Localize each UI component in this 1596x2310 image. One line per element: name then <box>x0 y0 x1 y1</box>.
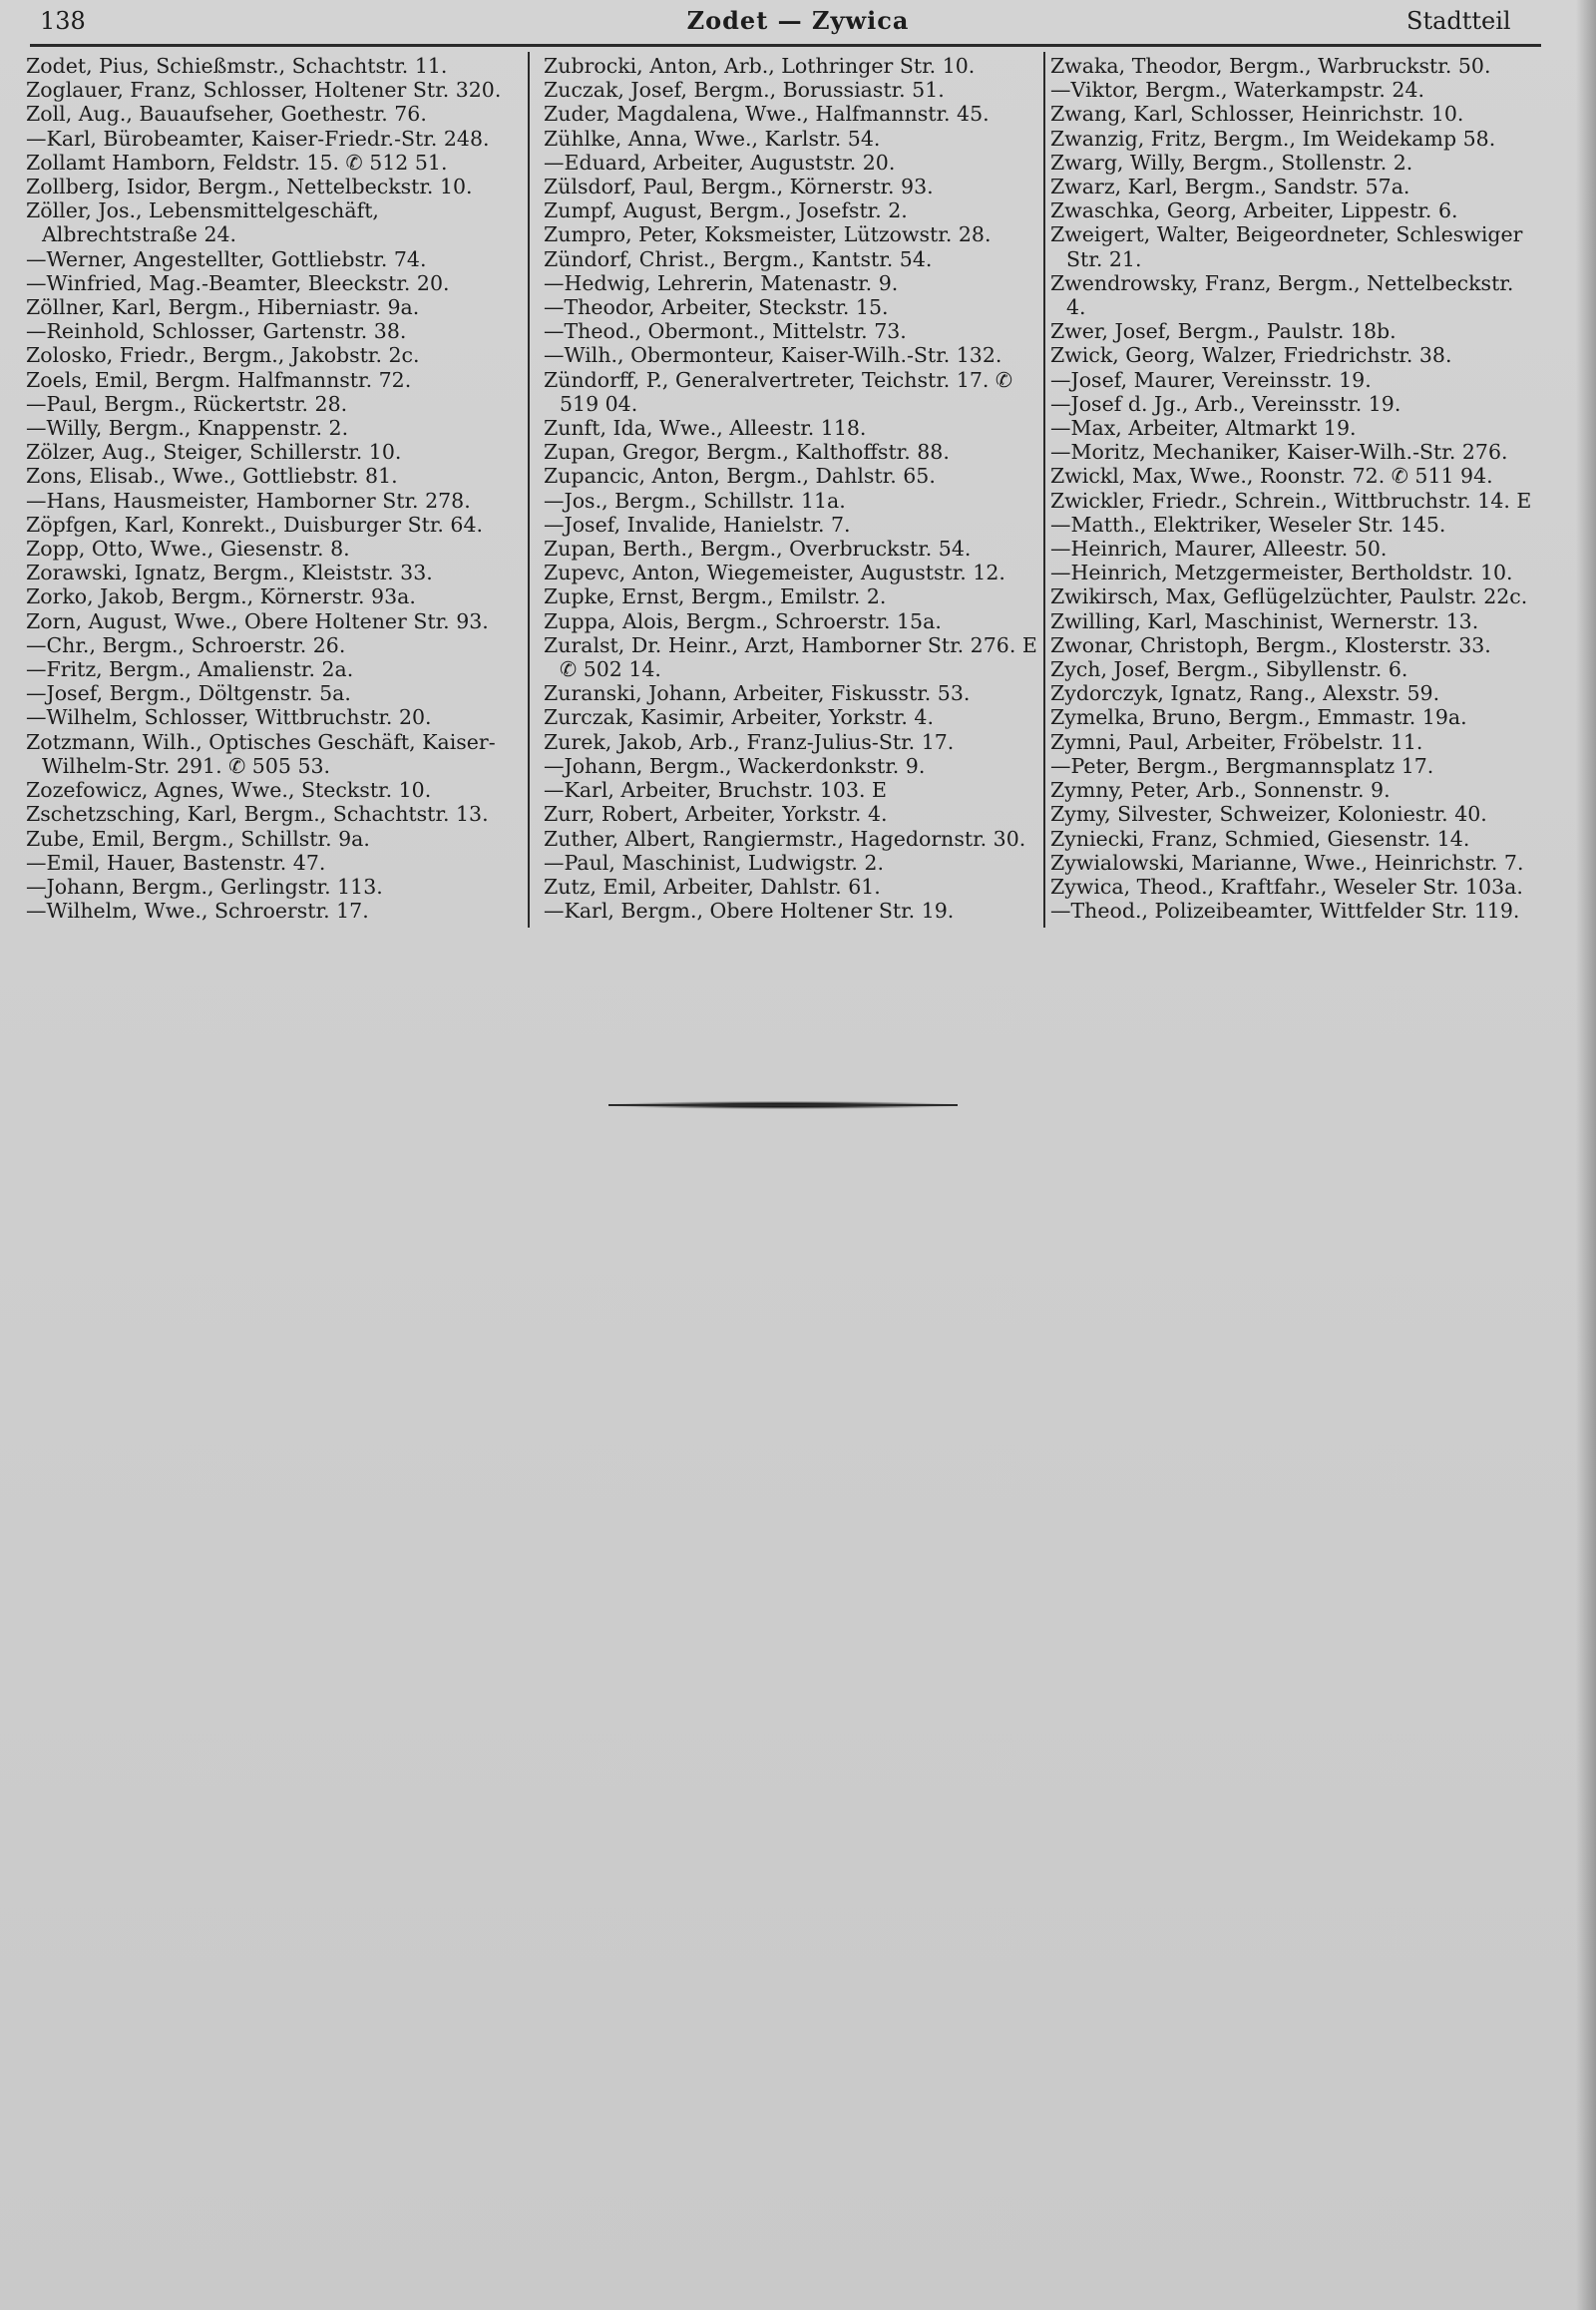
directory-entry: —Johann, Bergm., Wackerdonkstr. 9. <box>544 753 926 778</box>
header-rule <box>30 44 1541 47</box>
directory-entry: Zschetzsching, Karl, Bergm., Schachtstr. 13. <box>26 802 489 827</box>
directory-entry: Zuralst, Dr. Heinr., Arzt, Hamborner Str. 276. E ✆ 502 14. <box>544 632 1037 682</box>
directory-entry: Zwickl, Max, Wwe., Roonstr. 72. ✆ 511 94. <box>1050 464 1493 489</box>
directory-entry: —Peter, Bergm., Bergmannsplatz 17. <box>1050 753 1434 778</box>
directory-entry: Zuppa, Alois, Bergm., Schroerstr. 15a. <box>544 608 942 633</box>
directory-entry: Zoglauer, Franz, Schlosser, Holtener Str. 320. <box>26 78 502 103</box>
directory-entry: —Fritz, Bergm., Amalienstr. 2a. <box>26 657 354 682</box>
directory-entry: Zupan, Berth., Bergm., Overbruckstr. 54. <box>544 537 972 562</box>
directory-entry: Zorn, August, Wwe., Obere Holtener Str. 93. <box>26 608 489 633</box>
directory-entry: —Theod., Obermont., Mittelstr. 73. <box>544 319 907 344</box>
directory-entry: —Paul, Maschinist, Ludwigstr. 2. <box>544 850 884 875</box>
directory-entry: Zorko, Jakob, Bergm., Körnerstr. 93a. <box>26 584 416 609</box>
directory-entry: Zündorf, Christ., Bergm., Kantstr. 54. <box>544 246 933 271</box>
directory-entry: —Wilhelm, Schlosser, Wittbruchstr. 20. <box>26 705 432 730</box>
directory-entry: Zumpro, Peter, Koksmeister, Lützowstr. 28. <box>544 222 992 247</box>
directory-entry: —Wilhelm, Wwe., Schroerstr. 17. <box>26 899 369 924</box>
directory-entry: —Willy, Bergm., Knappenstr. 2. <box>26 416 349 441</box>
directory-entry: Zydorczyk, Ignatz, Rang., Alexstr. 59. <box>1050 681 1440 706</box>
directory-entry: —Reinhold, Schlosser, Gartenstr. 38. <box>26 319 407 344</box>
directory-entry: Zölzer, Aug., Steiger, Schillerstr. 10. <box>26 440 402 465</box>
directory-entry: Zupevc, Anton, Wiegemeister, Auguststr. 12. <box>544 561 1005 585</box>
directory-column-3 <box>1050 54 1539 923</box>
directory-entry: Zweigert, Walter, Beigeordneter, Schleswiger Str. 21. <box>1050 222 1523 271</box>
directory-entry: Zubrocki, Anton, Arb., Lothringer Str. 10. <box>544 54 976 78</box>
directory-entry: —Josef, Bergm., Döltgenstr. 5a. <box>26 681 351 706</box>
directory-entry: —Werner, Angestellter, Gottliebstr. 74. <box>26 246 427 271</box>
directory-entry: Zymni, Paul, Arbeiter, Fröbelstr. 11. <box>1050 729 1423 754</box>
directory-entry: Zutz, Emil, Arbeiter, Dahlstr. 61. <box>544 874 881 899</box>
directory-entry: Zuder, Magdalena, Wwe., Halfmannstr. 45. <box>544 102 990 127</box>
directory-entry: Zorawski, Ignatz, Bergm., Kleiststr. 33. <box>26 561 433 585</box>
directory-entry: Zwonar, Christoph, Bergm., Klosterstr. 33. <box>1050 632 1491 657</box>
directory-entry: Zwaka, Theodor, Bergm., Warbruckstr. 50. <box>1050 54 1491 78</box>
directory-entry: —Winfried, Mag.-Beamter, Bleeckstr. 20. <box>26 270 450 295</box>
directory-entry: Zwarz, Karl, Bergm., Sandstr. 57a. <box>1050 175 1410 199</box>
directory-entry: Zupan, Gregor, Bergm., Kalthoffstr. 88. <box>544 440 950 465</box>
directory-entry: Zwanzig, Fritz, Bergm., Im Weidekamp 58. <box>1050 126 1496 151</box>
directory-entry: Zotzmann, Wilh., Optisches Geschäft, Kaiser-Wilhelm-Str. 291. ✆ 505 53. <box>26 729 496 778</box>
directory-entry: Zolosko, Friedr., Bergm., Jakobstr. 2c. <box>26 343 420 368</box>
directory-entry: Zupancic, Anton, Bergm., Dahlstr. 65. <box>544 464 936 489</box>
directory-entry: Zywica, Theod., Kraftfahr., Weseler Str. 103a. <box>1050 874 1523 899</box>
directory-entry: Zwikirsch, Max, Geflügelzüchter, Paulstr. 22c. <box>1050 584 1528 609</box>
directory-entry: Zywialowski, Marianne, Wwe., Heinrichstr. 7. <box>1050 850 1524 875</box>
directory-entry: Zoels, Emil, Bergm. Halfmannstr. 72. <box>26 367 412 392</box>
directory-entry: —Johann, Bergm., Gerlingstr. 113. <box>26 874 383 899</box>
directory-entry: Zwer, Josef, Bergm., Paulstr. 18b. <box>1050 319 1396 344</box>
directory-entry: Zuczak, Josef, Bergm., Borussiastr. 51. <box>544 78 945 103</box>
directory-entry: Zurek, Jakob, Arb., Franz-Julius-Str. 17. <box>544 729 955 754</box>
directory-column-1 <box>26 54 523 923</box>
directory-entry: Zwickler, Friedr., Schrein., Wittbruchstr. 14. E <box>1050 488 1532 513</box>
directory-entry: Zupke, Ernst, Bergm., Emilstr. 2. <box>544 584 887 609</box>
directory-entry: Zurr, Robert, Arbeiter, Yorkstr. 4. <box>544 802 888 827</box>
directory-entry: Zöpfgen, Karl, Konrekt., Duisburger Str. 64. <box>26 512 484 537</box>
directory-entry: Zych, Josef, Bergm., Sibyllenstr. 6. <box>1050 657 1408 682</box>
directory-column-2 <box>544 54 1038 923</box>
column-divider <box>528 52 530 928</box>
running-title: Zodet — Zywica <box>686 6 910 35</box>
end-ornament <box>608 1101 958 1109</box>
directory-entry: Zymny, Peter, Arb., Sonnenstr. 9. <box>1050 778 1391 803</box>
directory-entry: Zühlke, Anna, Wwe., Karlstr. 54. <box>544 126 881 151</box>
directory-entry: Zollamt Hamborn, Feldstr. 15. ✆ 512 51. <box>26 150 448 175</box>
directory-entry: —Josef, Invalide, Hanielstr. 7. <box>544 512 851 537</box>
directory-entry: —Hans, Hausmeister, Hamborner Str. 278. <box>26 488 471 513</box>
directory-entry: —Moritz, Mechaniker, Kaiser-Wilh.-Str. 276. <box>1050 440 1508 465</box>
directory-entry: Zollberg, Isidor, Bergm., Nettelbeckstr. 10. <box>26 175 473 199</box>
directory-entry: —Wilh., Obermonteur, Kaiser-Wilh.-Str. 132. <box>544 343 1002 368</box>
directory-entry: Zons, Elisab., Wwe., Gottliebstr. 81. <box>26 464 398 489</box>
directory-entry: Zodet, Pius, Schießmstr., Schachtstr. 11. <box>26 54 448 78</box>
directory-entry: —Josef, Maurer, Vereinsstr. 19. <box>1050 367 1372 392</box>
directory-entry: —Hedwig, Lehrerin, Matenastr. 9. <box>544 270 899 295</box>
directory-entry: —Eduard, Arbeiter, Auguststr. 20. <box>544 150 896 175</box>
directory-entry: —Karl, Bürobeamter, Kaiser-Friedr.-Str. 248. <box>26 126 490 151</box>
directory-entry: —Heinrich, Metzgermeister, Bertholdstr. 10. <box>1050 561 1513 585</box>
directory-entry: Zopp, Otto, Wwe., Giesenstr. 8. <box>26 537 350 562</box>
directory-entry: —Emil, Hauer, Bastenstr. 47. <box>26 850 326 875</box>
page-number: 138 <box>40 7 86 35</box>
directory-entry: Zöllner, Karl, Bergm., Hiberniastr. 9a. <box>26 295 420 320</box>
directory-entry: Zwendrowsky, Franz, Bergm., Nettelbeckstr. 4. <box>1050 270 1514 320</box>
directory-entry: —Viktor, Bergm., Waterkampstr. 24. <box>1050 78 1425 103</box>
directory-entry: Zunft, Ida, Wwe., Alleestr. 118. <box>544 416 867 441</box>
section-label: Stadtteil <box>1406 7 1511 35</box>
directory-entry: Zymy, Silvester, Schweizer, Koloniestr. 40. <box>1050 802 1487 827</box>
directory-entry: Zwaschka, Georg, Arbeiter, Lippestr. 6. <box>1050 198 1458 223</box>
directory-entry: Zuranski, Johann, Arbeiter, Fiskusstr. 53. <box>544 681 971 706</box>
directory-entry: Zwick, Georg, Walzer, Friedrichstr. 38. <box>1050 343 1452 368</box>
directory-entry: Zoll, Aug., Bauaufseher, Goethestr. 76. <box>26 102 427 127</box>
directory-entry: —Heinrich, Maurer, Alleestr. 50. <box>1050 537 1388 562</box>
directory-entry: Zöller, Jos., Lebensmittelgeschäft, Albrechtstraße 24. <box>26 198 379 247</box>
directory-entry: —Chr., Bergm., Schroerstr. 26. <box>26 632 346 657</box>
directory-entry: Zyniecki, Franz, Schmied, Giesenstr. 14. <box>1050 826 1470 851</box>
directory-entry: Zymelka, Bruno, Bergm., Emmastr. 19a. <box>1050 705 1467 730</box>
directory-entry: —Jos., Bergm., Schillstr. 11a. <box>544 488 846 513</box>
directory-entry: Zumpf, August, Bergm., Josefstr. 2. <box>544 198 908 223</box>
directory-entry: Zube, Emil, Bergm., Schillstr. 9a. <box>26 826 370 851</box>
directory-entry: Zwang, Karl, Schlosser, Heinrichstr. 10. <box>1050 102 1464 127</box>
directory-entry: —Theodor, Arbeiter, Steckstr. 15. <box>544 295 889 320</box>
directory-entry: Zündorff, P., Generalvertreter, Teichstr. 17. ✆ 519 04. <box>544 367 1013 416</box>
directory-entry: —Matth., Elektriker, Weseler Str. 145. <box>1050 512 1446 537</box>
directory-entry: —Josef d. Jg., Arb., Vereinsstr. 19. <box>1050 391 1401 416</box>
directory-entry: Zülsdorf, Paul, Bergm., Körnerstr. 93. <box>544 175 934 199</box>
directory-entry: Zozefowicz, Agnes, Wwe., Steckstr. 10. <box>26 778 432 803</box>
directory-entry: Zwarg, Willy, Bergm., Stollenstr. 2. <box>1050 150 1413 175</box>
directory-entry: Zurczak, Kasimir, Arbeiter, Yorkstr. 4. <box>544 705 934 730</box>
column-divider <box>1043 52 1045 928</box>
directory-entry: Zwilling, Karl, Maschinist, Wernerstr. 13. <box>1050 608 1479 633</box>
directory-entry: —Paul, Bergm., Rückertstr. 28. <box>26 391 348 416</box>
directory-entry: Zuther, Albert, Rangiermstr., Hagedornstr. 30. <box>544 826 1026 851</box>
directory-entry: —Karl, Arbeiter, Bruchstr. 103. E <box>544 778 888 803</box>
directory-entry: —Max, Arbeiter, Altmarkt 19. <box>1050 416 1357 441</box>
directory-entry: —Theod., Polizeibeamter, Wittfelder Str. 119. <box>1050 899 1520 924</box>
directory-entry: —Karl, Bergm., Obere Holtener Str. 19. <box>544 899 955 924</box>
